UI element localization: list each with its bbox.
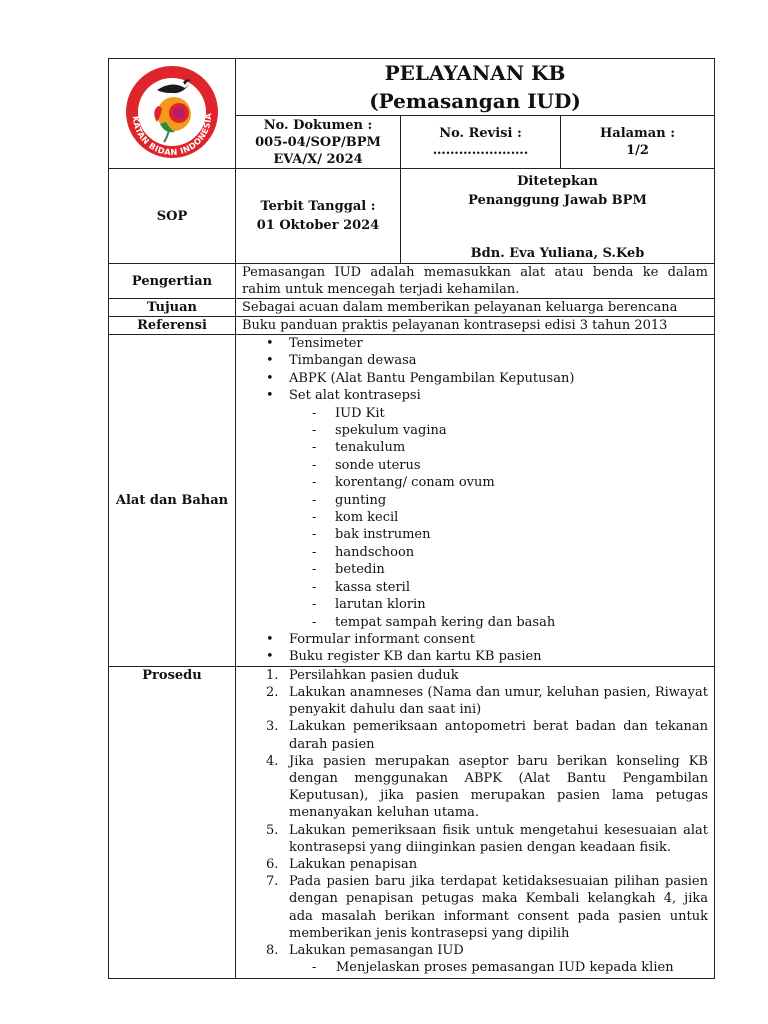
referensi-text: Buku panduan praktis pelayanan kontrasepsi edisi 3 tahun 2013 xyxy=(236,317,715,335)
pemasangan-sublist xyxy=(289,959,708,976)
doc-number-cell xyxy=(236,116,401,169)
list-item: - larutan klorin xyxy=(312,597,426,613)
dash-icon: - xyxy=(312,510,317,526)
list-item: 2. Lakukan anamneses (Nama dan umur, keluhan pasien, Riwayat penyakit dahulu dan saat ini) xyxy=(266,684,708,718)
list-item: 3. Lakukan pemeriksaan antopometri berat badan dan tekanan darah pasien xyxy=(266,719,708,752)
revision-value: …………………. xyxy=(432,143,529,158)
list-item: - sonde uterus xyxy=(312,457,421,473)
dash-icon: - xyxy=(312,457,317,473)
approval-label: Ditetepkan xyxy=(517,174,598,189)
list-item: - Menjelaskan proses pemasangan IUD kepada klien xyxy=(312,960,674,976)
pengertian-text: Pemasangan IUD adalah memasukkan alat atau benda ke dalam rahim untuk mencegah terjadi kehamilan. xyxy=(236,264,715,299)
doc-number-value-2: EVA/X/ 2024 xyxy=(273,151,363,167)
list-item: 6. Lakukan penapisan xyxy=(266,856,418,872)
issued-label: Terbit Tanggal : xyxy=(260,199,376,214)
list-item: 4. Jika pasien merupakan aseptor baru berikan konseling KB dengan menggunakan ABPK (Alat Bantu Pengambilan Keputusan), jika pasien merupakan pasien lama petugas menanyakan keluhan utama. xyxy=(266,753,708,821)
list-item: 5. Lakukan pemeriksaan fisik untuk mengetahui kesesuaian alat kontrasepsi yang diinginkan pasien dengan keadaan fisik. xyxy=(266,822,708,855)
list-item: • Set alat kontrasepsi - IUD Kit - spekulum vagina - tenakulum - sonde uterus - korentang/ conam ovum - gunting - kom kecil - bak instrumen - handschoon - betedin - kassa steril - larutan klorin - tempat sampah kering dan basah xyxy=(266,387,708,631)
prosedur-list xyxy=(242,667,708,977)
pengertian-label: Pengertian xyxy=(109,264,236,299)
list-item: - bak instrumen xyxy=(312,527,431,543)
revision-cell xyxy=(401,116,561,169)
alat-label: Alat dan Bahan xyxy=(109,335,236,667)
list-item: 7. Pada pasien baru jika terdapat ketidaksesuaian pilihan pasien dengan penapisan petugas maka Kembali kelangkah 4, jika ada masalah berikan informant consent pada pasien untuk memberikan jenis kontrasepsi yang dipilih xyxy=(266,874,708,941)
bullet-icon: • xyxy=(266,388,274,404)
bullet-icon: • xyxy=(266,631,274,647)
list-item: - korentang/ conam ovum xyxy=(312,475,495,491)
list-item: - spekulum vagina xyxy=(312,423,447,439)
list-item: - betedin xyxy=(312,562,385,578)
title-cell xyxy=(236,59,715,116)
dash-icon: - xyxy=(312,475,317,491)
list-item: • ABPK (Alat Bantu Pengambilan Keputusan) xyxy=(266,370,575,386)
list-item: • Timbangan dewasa xyxy=(266,353,417,369)
list-item: • Buku register KB dan kartu KB pasien xyxy=(266,649,542,665)
list-item: 8. Lakukan pemasangan IUD - Menjelaskan proses pemasangan IUD kepada klien xyxy=(266,942,708,976)
list-item: • Formular informant consent xyxy=(266,631,475,647)
list-item: - tenakulum xyxy=(312,440,406,456)
sop-label: SOP xyxy=(109,169,236,264)
page-cell xyxy=(561,116,715,169)
doc-number-label: No. Dokumen : xyxy=(263,117,373,133)
bullet-icon: • xyxy=(266,649,274,665)
dash-icon: - xyxy=(312,492,317,508)
doc-title: PELAYANAN KB xyxy=(384,61,566,85)
kontrasepsi-sublist xyxy=(289,405,708,631)
list-item: - gunting xyxy=(312,492,387,508)
dash-icon: - xyxy=(312,579,317,595)
dash-icon: - xyxy=(312,597,317,613)
list-item: - handschoon xyxy=(312,544,415,560)
dash-icon: - xyxy=(312,423,317,439)
tujuan-label: Tujuan xyxy=(109,299,236,317)
referensi-label: Referensi xyxy=(109,317,236,335)
list-item: • Tensimeter xyxy=(266,336,363,351)
prosedur-label: Prosedu xyxy=(109,666,236,978)
issued-date: 01 Oktober 2024 xyxy=(256,218,380,233)
alat-cell xyxy=(236,335,715,667)
list-item: - tempat sampah kering dan basah xyxy=(312,614,556,630)
list-item: - kassa steril xyxy=(312,579,410,595)
approval-name: Bdn. Eva Yuliana, S.Keb xyxy=(470,246,645,261)
dash-icon: - xyxy=(312,440,317,456)
bullet-icon: • xyxy=(266,353,274,369)
list-item: - kom kecil xyxy=(312,510,399,526)
alat-list xyxy=(242,335,708,666)
revision-label: No. Revisi : xyxy=(439,126,522,141)
bullet-icon: • xyxy=(266,336,274,351)
bullet-icon: • xyxy=(266,370,274,386)
doc-subtitle: (Pemasangan IUD) xyxy=(369,89,581,113)
dash-icon: - xyxy=(312,562,317,578)
dash-icon: - xyxy=(312,614,317,630)
dash-icon: - xyxy=(312,544,317,560)
dash-icon: - xyxy=(312,960,317,976)
sop-table xyxy=(108,58,715,979)
approval-cell xyxy=(401,169,715,264)
logo-cell xyxy=(109,59,236,169)
dash-icon: - xyxy=(312,527,317,543)
svg-text:IKATAN BIDAN INDONESIA: KATAN BIDAN INDONESIA xyxy=(130,112,214,157)
prosedur-cell xyxy=(236,666,715,978)
ibi-logo xyxy=(117,62,227,162)
tujuan-text: Sebagai acuan dalam memberikan pelayanan keluarga berencana xyxy=(236,299,715,317)
approval-role: Penanggung Jawab BPM xyxy=(468,193,647,208)
page-label: Halaman : xyxy=(599,126,676,141)
list-item: 1. Persilahkan pasien duduk xyxy=(266,667,459,683)
list-item: - IUD Kit xyxy=(312,405,385,421)
dash-icon: - xyxy=(312,405,317,421)
issued-cell xyxy=(236,169,401,264)
doc-number-value: 005-04/SOP/BPM xyxy=(255,134,381,150)
page-value: 1/2 xyxy=(626,143,649,158)
